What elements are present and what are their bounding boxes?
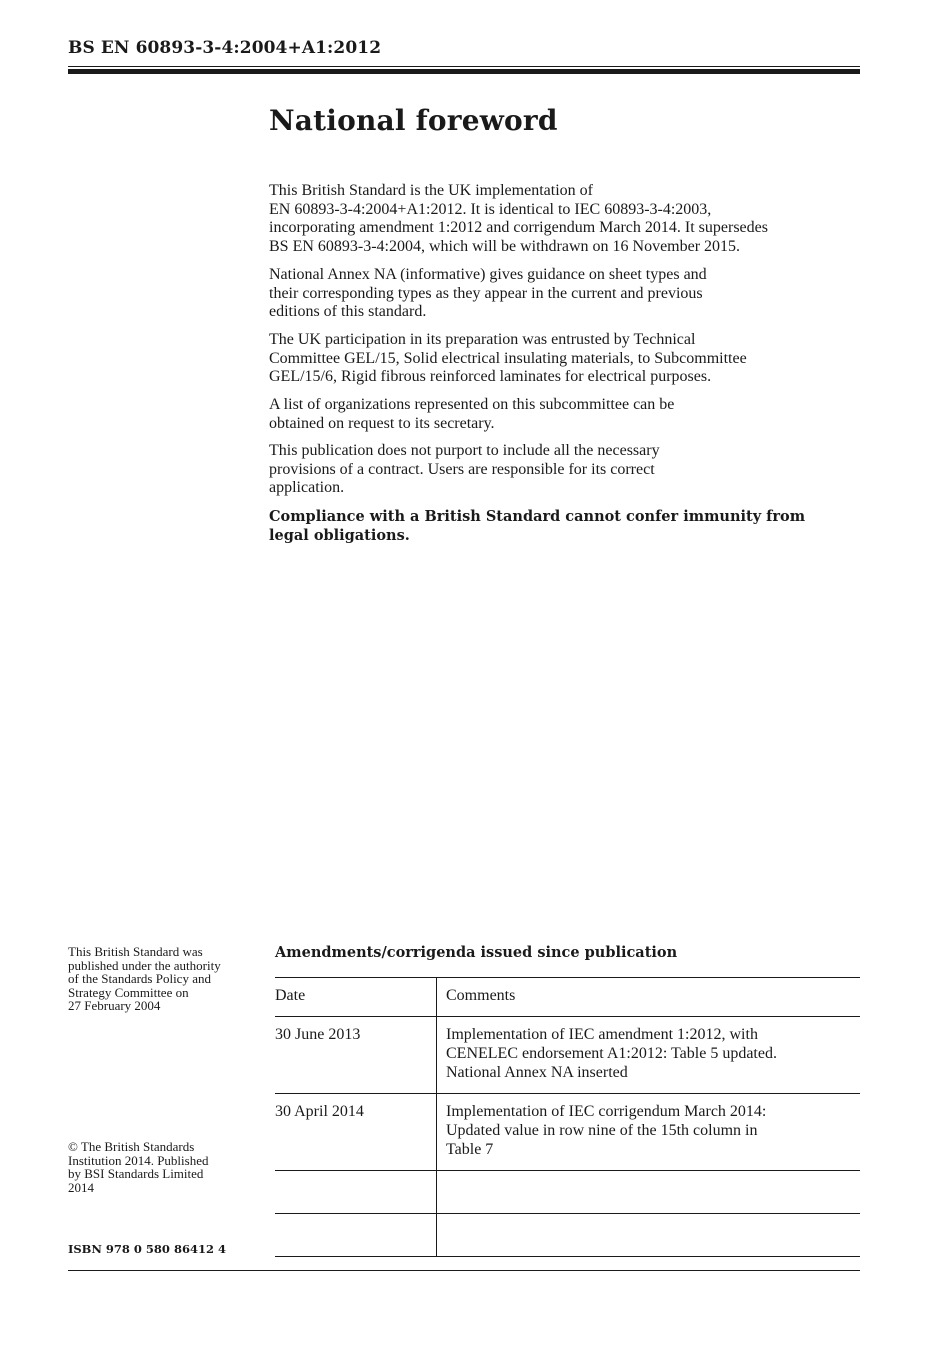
empty-comment-cell	[437, 1214, 861, 1257]
table-row-empty	[275, 1214, 860, 1257]
foreword-paragraph-implementation: This British Standard is the UK implementation of EN 60893-3-4:2004+A1:2012. It is identical to IEC 60893-3-4:2003, incorporating amendment 1:2012 and corrigendum March 2014. It supersedes BS EN 60893-3-4:2004, which will be withdrawn on 16 November 2015.	[269, 182, 768, 255]
date-column-header: Date	[275, 978, 437, 1017]
document-id: BS EN 60893-3-4:2004+A1:2012	[68, 38, 382, 58]
footer-rule	[68, 1270, 860, 1271]
empty-date-cell	[275, 1171, 437, 1214]
amendment-date: 30 June 2013	[275, 1017, 437, 1094]
table-row	[275, 1094, 860, 1171]
isbn: ISBN 978 0 580 86412 4	[68, 1242, 226, 1256]
empty-comment-cell	[437, 1171, 861, 1214]
amendment-comment: Implementation of IEC corrigendum March 2014: Updated value in row nine of the 15th column in Table 7	[437, 1094, 861, 1171]
amendments-table	[275, 977, 860, 1257]
header-rule-thin	[68, 66, 860, 67]
foreword-paragraph-participation: The UK participation in its preparation was entrusted by Technical Committee GEL/15, Solid electrical insulating materials, to Subcommittee GEL/15/6, Rigid fibrous reinforced laminates for electrical purposes.	[269, 331, 747, 385]
page-title: National foreword	[269, 104, 558, 137]
copyright-note: © The British Standards Institution 2014. Published by BSI Standards Limited 2014	[68, 1139, 209, 1195]
table-row-empty	[275, 1171, 860, 1214]
amendment-date: 30 April 2014	[275, 1094, 437, 1171]
foreword-paragraph-contract: This publication does not purport to include all the necessary provisions of a contract. Users are responsible for its correct application.	[269, 442, 660, 496]
header-rule-thick	[68, 69, 860, 74]
amendment-comment: Implementation of IEC amendment 1:2012, with CENELEC endorsement A1:2012: Table 5 updated. National Annex NA inserted	[437, 1017, 861, 1094]
empty-date-cell	[275, 1214, 437, 1257]
compliance-statement: Compliance with a British Standard cannot confer immunity from legal obligations.	[269, 508, 806, 544]
publication-note: This British Standard was published under the authority of the Standards Policy and Strategy Committee on 27 February 2004	[68, 944, 221, 1013]
comments-column-header: Comments	[437, 978, 861, 1017]
table-row	[275, 1017, 860, 1094]
foreword-paragraph-organizations: A list of organizations represented on this subcommittee can be obtained on request to its secretary.	[269, 396, 675, 432]
table-header-row	[275, 978, 860, 1017]
foreword-paragraph-national-annex: National Annex NA (informative) gives guidance on sheet types and their corresponding types as they appear in the current and previous editions of this standard.	[269, 266, 707, 320]
amendments-title: Amendments/corrigenda issued since publication	[275, 944, 678, 961]
